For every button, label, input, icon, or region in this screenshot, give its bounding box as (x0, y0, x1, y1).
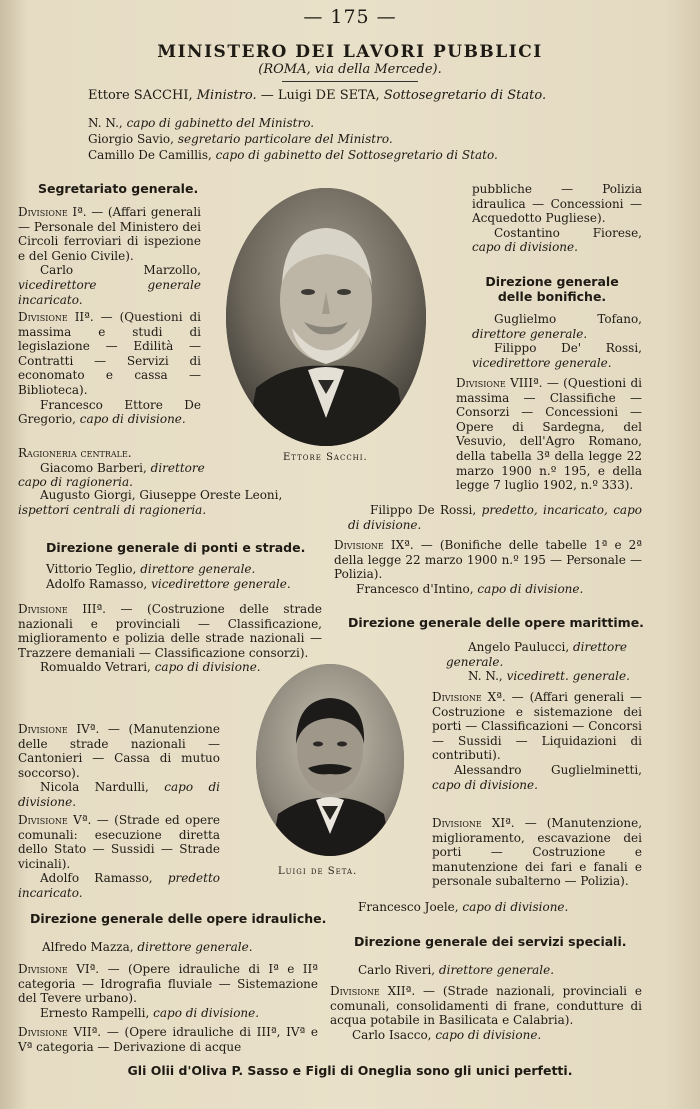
division-label: Divisione Iª. (18, 205, 87, 219)
person-role: capo di divisione. (462, 900, 569, 914)
division-text: — (Questioni di massima e studi di legislazione — Edilità — Contratti — Servizi di economato e cassa — Biblioteca). (18, 310, 201, 397)
person-name: Nicola Nardulli, (40, 780, 149, 795)
undersecretary-role: Sottosegretario di Stato. (383, 88, 547, 103)
person-role: direttore generale. (472, 326, 588, 341)
caption-luigi-de-seta: Luigi de Seta. (278, 866, 358, 877)
entry-divisione-1 (18, 205, 201, 307)
entry-idrauliche-direzione (42, 940, 322, 955)
person-name: Augusto Giorgi, Giuseppe Oreste Leoni, (40, 488, 283, 502)
person-name: Alessandro Guglielminetti, (454, 762, 642, 777)
person-role: vicedirettore generale. (151, 576, 291, 591)
title-rule (282, 81, 418, 82)
entry-divisione-5 (18, 813, 220, 901)
division-text: — (Strade ed opere comunali: esecuzione diretta dello Stato — Sussidi — Strade vicinali). (18, 813, 220, 871)
heading-segretariato: Segretariato generale. (38, 181, 199, 196)
person-role: capo di divisione. (435, 1027, 542, 1042)
division-text: — (Manutenzione, miglioramento, escavazione dei porti — Costruzione e manutenzione dei fari e fanali e personale subalterno — Polizia). (432, 816, 643, 889)
heading-servizi-speciali: Direzione generale dei servizi speciali. (354, 934, 627, 949)
page-number: — 175 — (303, 6, 397, 28)
person-name: Ernesto Rampelli, (40, 1005, 150, 1020)
division-label: Divisione IXª. (334, 538, 414, 552)
person-name: Adolfo Ramasso, (46, 576, 148, 591)
division-label: Divisione VIIª. (18, 1025, 102, 1039)
entry-divisione-7 (18, 1025, 318, 1054)
division-label: Divisione Vª. (18, 813, 92, 827)
division-text: — (Opere idrauliche di Iª e IIª categoria — Idrografia fluviale — Sistemazione del Tevere urbano). (18, 962, 318, 1006)
person-name: Francesco Joele, (358, 900, 459, 914)
caption-ettore-sacchi: Ettore Sacchi. (283, 452, 368, 463)
minister-name: Ettore SACCHI, (88, 88, 193, 103)
entry-divisione-11-person (358, 900, 642, 915)
person-name: Alfredo Mazza, (42, 940, 134, 954)
division-label: Divisione VIª. (18, 962, 100, 976)
heading-opere-marittime: Direzione generale delle opere marittime. (348, 615, 644, 630)
person-name: Giacomo Barberi, (40, 460, 147, 475)
entry-bonifiche-direzione (472, 312, 642, 370)
portrait-luigi-de-seta (256, 664, 404, 856)
ministers-separator: — (260, 88, 274, 103)
staff-line (88, 131, 498, 147)
entry-ponti-direzione (46, 562, 326, 591)
heading-opere-idrauliche: Direzione generale delle opere idrauliche. (30, 911, 327, 926)
person-role: capo di divisione. (153, 1005, 260, 1020)
division-text: — (Affari generali — Costruzione e sistemazione dei porti — Classificazioni — Concorsi — Sussidi — Liquidazioni di contributi). (432, 690, 642, 763)
portrait-deseta-drawing (256, 664, 404, 856)
person-role: vicedirettore generale incaricato. (18, 277, 201, 307)
person-name: Carlo Isacco, (352, 1027, 432, 1042)
person-name: Francesco Ettore De Gregorio, (18, 397, 201, 427)
entry-ispettori (18, 488, 328, 517)
person-role: capo di divisione. (432, 777, 538, 792)
division-text: — (Questioni di massima — Classifiche — Consorzi — Concessioni — Opere di Sardegna, del Vesuvio, dell'Agro Romano, della tabella 3ª della legge 22 marzo 1900 n.º 195, e della legge 7 luglio 1902, n.º 333). (456, 376, 642, 493)
staff-role: capo di gabinetto del Ministro. (126, 116, 315, 130)
staff-line (88, 115, 498, 131)
division-label: Divisione XIIª. (330, 984, 416, 998)
portrait-ettore-sacchi (226, 188, 426, 446)
person-role: capo di divisione. (472, 240, 578, 255)
division-label: Divisione Xª. (432, 690, 506, 704)
entry-divisione-8-person (348, 503, 642, 532)
person-name: Vittorio Teglio, (46, 562, 137, 576)
division-text: — (Costruzione delle strade nazionali e provinciali — Classificazione, miglioramento e polizia delle strade nazionali — Trazzere demaniali — Classificazione consorzi). (18, 602, 322, 660)
entry-divisione-11 (432, 816, 642, 889)
person-name: Angelo Paulucci, (468, 640, 570, 654)
division-label: Divisione IIª. (18, 310, 94, 324)
division-label: Divisione IIIª. (18, 602, 106, 616)
person-role: direttore generale. (446, 640, 628, 669)
minister-role: Ministro. (196, 88, 257, 103)
person-role: predetto incaricato. (18, 871, 220, 900)
entry-divisione-3 (18, 602, 322, 675)
person-name: Filippo De' Rossi, (494, 341, 642, 356)
entry-divisione-9 (334, 538, 642, 596)
staff-name: Camillo De Camillis, (88, 148, 212, 162)
person-role: capo di divisione. (18, 780, 220, 809)
advertisement-footer: Gli Olii d'Oliva P. Sasso e Figli di Oneglia sono gli unici perfetti. (127, 1063, 573, 1078)
heading-bonifiche (462, 274, 642, 304)
entry-divisione-10 (432, 690, 642, 792)
person-role: direttore generale. (137, 940, 253, 954)
entry-divisione-7-continued (472, 182, 642, 255)
staff-list (88, 115, 498, 163)
division-label: Divisione XIª. (432, 816, 515, 830)
staff-line (88, 147, 498, 163)
person-name: Guglielmo Tofano, (494, 312, 642, 326)
division-text: — (Affari generali — Personale del Ministero dei Circoli ferroviari di ispezione e del Genio Civile). (18, 205, 202, 263)
person-role: capo di divisione. (79, 412, 186, 427)
person-role: vicedirettore generale. (472, 355, 612, 370)
division-label: Divisione IVª. (18, 722, 100, 736)
undersecretary-name: Luigi DE SETA, (277, 88, 380, 103)
division-label: Ragioneria centrale. (18, 446, 132, 460)
heading-line: delle bonifiche. (497, 289, 607, 304)
person-name: Carlo Marzollo, (40, 263, 201, 278)
division-text: — (Strade nazionali, provinciali e comunali, consolidamenti di frane, condutture di acqua potabile in Basilicata e Calabria). (330, 984, 642, 1028)
staff-role: capo di gabinetto del Sottosegretario di Stato. (215, 148, 498, 162)
person-name: Carlo Riveri, (358, 963, 436, 977)
person-role: predetto, incaricato, capo di divisione. (348, 503, 642, 532)
person-role: capo di divisione. (477, 581, 584, 596)
person-name: Filippo De Rossi, (370, 503, 477, 517)
staff-name: Giorgio Savio, (88, 132, 174, 146)
entry-ragioneria (18, 446, 218, 490)
entry-divisione-12 (330, 984, 642, 1042)
portrait-sacchi-drawing (226, 188, 426, 446)
entry-divisione-8 (456, 376, 642, 493)
person-role: direttore generale. (438, 963, 555, 977)
page-subtitle: (ROMA, via della Mercede). (258, 62, 442, 77)
division-text: — (Manutenzione delle strade nazionali — Cantonieri — Cassa di mutuo soccorso). (18, 722, 220, 780)
person-role: vicedirett. generale. (506, 669, 630, 684)
entry-speciali-direzione (358, 963, 642, 978)
division-text: pubbliche — Polizia idraulica — Concessioni — Acquedotto Pugliese). (472, 182, 642, 226)
staff-role: segretario particolare del Ministro. (177, 132, 393, 146)
person-name: Adolfo Ramasso, (40, 871, 153, 886)
division-label: Divisione VIIIª. (456, 376, 543, 390)
person-role: capo di divisione. (154, 660, 261, 675)
person-name: Costantino Fiorese, (494, 225, 642, 240)
entry-divisione-4 (18, 722, 220, 810)
person-name: Romualdo Vetrari, (40, 660, 151, 675)
division-text: — (Bonifiche delle tabelle 1ª e 2ª della legge 22 marzo 1900 n.º 195 — Personale — Polizia). (334, 538, 642, 582)
person-role: direttore capo di ragioneria. (18, 460, 205, 490)
heading-line: Direzione generale (485, 274, 619, 289)
page-title: MINISTERO DEI LAVORI PUBBLICI (157, 42, 543, 62)
heading-ponti-strade: Direzione generale di ponti e strade. (46, 540, 306, 555)
entry-marittime-direzione (446, 640, 642, 684)
person-role: ispettori centrali di ragioneria. (18, 502, 207, 517)
division-text: — (Opere idrauliche di IIIª, IVª e Vª categoria — Derivazione di acque (18, 1025, 318, 1054)
entry-divisione-6 (18, 962, 318, 1020)
person-role: direttore generale. (140, 562, 256, 576)
person-name: N. N., (468, 669, 503, 684)
person-name: Francesco d'Intino, (356, 581, 474, 596)
staff-name: N. N., (88, 116, 123, 130)
ministers-line (88, 88, 546, 103)
entry-divisione-2 (18, 310, 201, 427)
